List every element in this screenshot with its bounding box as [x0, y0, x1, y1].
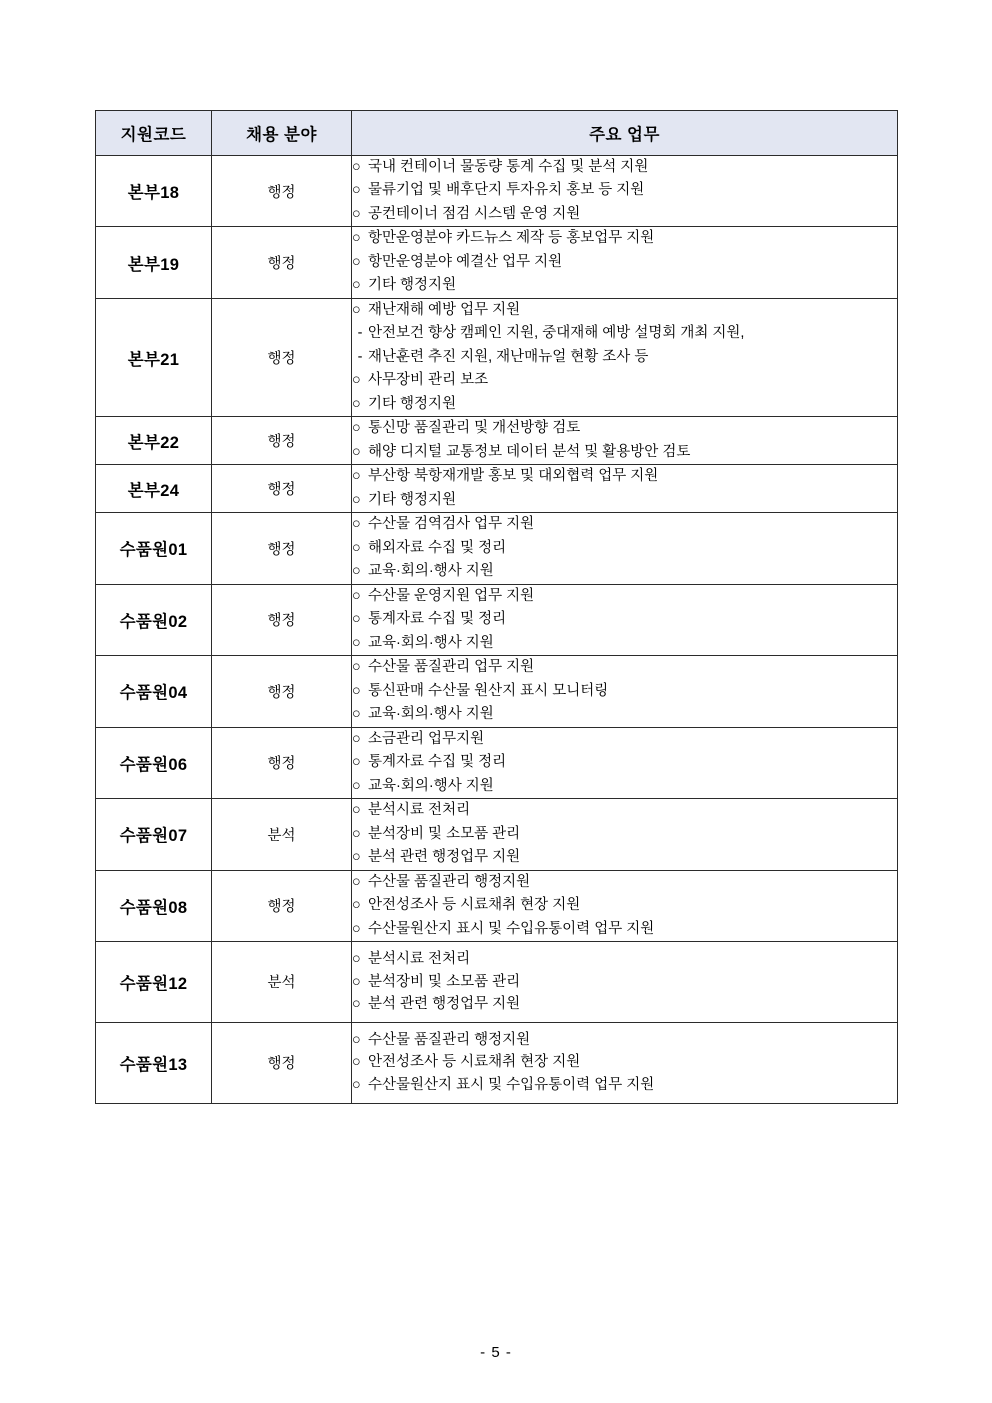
circle-marker-icon: ○: [352, 563, 361, 580]
table-row: [96, 941, 898, 1022]
duty-text: 안전보건 향상 캠페인 지원, 중대재해 예방 설명회 개최 지원,: [368, 325, 745, 342]
duty-text: 수산물원산지 표시 및 수입유통이력 업무 지원: [368, 920, 655, 937]
duty-line: [352, 894, 897, 917]
column-header-duty: 주요 업무: [352, 111, 898, 156]
duty-line: [352, 227, 897, 250]
duty-line: [352, 393, 897, 416]
circle-marker-icon: ○: [352, 682, 361, 699]
duty-text: 소금관리 업무지원: [368, 730, 485, 747]
duty-line: [352, 823, 897, 846]
table-row: [96, 227, 898, 298]
cell-recruit-field: 행정: [212, 584, 352, 655]
duty-line: [352, 799, 897, 822]
cell-support-code: 수품원04: [96, 656, 212, 727]
duty-text: 수산물원산지 표시 및 수입유통이력 업무 지원: [368, 1077, 655, 1094]
circle-marker-icon: ○: [352, 277, 361, 294]
table-row: [96, 727, 898, 798]
duty-line: [352, 1029, 897, 1052]
duty-text: 통계자료 수집 및 정리: [368, 611, 507, 628]
cell-support-code: 수품원01: [96, 513, 212, 584]
circle-marker-icon: ○: [352, 516, 361, 533]
table-row: [96, 584, 898, 655]
duty-text: 분석장비 및 소모품 관리: [368, 825, 521, 842]
cell-support-code: 본부19: [96, 227, 212, 298]
duty-text: 통신판매 수산물 원산지 표시 모니터링: [368, 682, 609, 699]
cell-support-code: 본부24: [96, 465, 212, 513]
duty-line: [352, 465, 897, 488]
cell-support-code: 본부22: [96, 417, 212, 465]
duty-text: 기타 행정지원: [368, 395, 457, 412]
cell-main-duties: [352, 465, 898, 513]
duty-line: [352, 251, 897, 274]
duty-line: [352, 971, 897, 994]
table-row: [96, 656, 898, 727]
circle-marker-icon: ○: [352, 611, 361, 628]
duty-text: 기타 행정지원: [368, 491, 457, 508]
duty-text: 항만운영분야 카드뉴스 제작 등 홍보업무 지원: [368, 230, 655, 247]
circle-marker-icon: ○: [352, 182, 361, 199]
duty-text: 분석시료 전처리: [368, 802, 471, 819]
circle-marker-icon: ○: [352, 897, 361, 914]
cell-recruit-field: 행정: [212, 227, 352, 298]
duty-line: [352, 775, 897, 798]
cell-recruit-field: 행정: [212, 156, 352, 227]
cell-main-duties: [352, 513, 898, 584]
cell-main-duties: [352, 870, 898, 941]
cell-main-duties: [352, 298, 898, 416]
table-header: [96, 111, 898, 156]
duty-text: 수산물 검역검사 업무 지원: [368, 516, 535, 533]
cell-recruit-field: 분석: [212, 799, 352, 870]
cell-main-duties: [352, 417, 898, 465]
duty-line: [352, 656, 897, 679]
circle-marker-icon: ○: [352, 659, 361, 676]
table-row: [96, 417, 898, 465]
duty-line: [352, 560, 897, 583]
cell-recruit-field: 행정: [212, 417, 352, 465]
duty-text: 통신망 품질관리 및 개선방향 검토: [368, 420, 581, 437]
cell-recruit-field: 행정: [212, 465, 352, 513]
table-header-row: [96, 111, 898, 156]
column-header-code: 지원코드: [96, 111, 212, 156]
cell-recruit-field: 행정: [212, 656, 352, 727]
duty-text: 사무장비 관리 보조: [368, 372, 489, 389]
dash-marker-icon: -: [357, 348, 363, 365]
circle-marker-icon: ○: [352, 301, 361, 318]
table-row: [96, 799, 898, 870]
cell-main-duties: [352, 156, 898, 227]
table-row: [96, 513, 898, 584]
circle-marker-icon: ○: [352, 1077, 361, 1094]
duty-text: 분석장비 및 소모품 관리: [368, 973, 521, 990]
cell-main-duties: [352, 799, 898, 870]
table-row: [96, 298, 898, 416]
duty-line: [352, 513, 897, 536]
duty-text: 부산항 북항재개발 홍보 및 대외협력 업무 지원: [368, 468, 659, 485]
duty-line: [352, 489, 897, 512]
duty-text: 항만운영분야 예결산 업무 지원: [368, 253, 563, 270]
duty-text: 물류기업 및 배후단지 투자유치 홍보 등 지원: [368, 182, 645, 199]
circle-marker-icon: ○: [352, 230, 361, 247]
circle-marker-icon: ○: [352, 802, 361, 819]
duty-text: 안전성조사 등 시료채취 현장 지원: [368, 897, 581, 914]
table-row: [96, 156, 898, 227]
circle-marker-icon: ○: [352, 706, 361, 723]
duty-text: 교육·회의·행사 지원: [368, 634, 494, 651]
duty-line: [352, 728, 897, 751]
circle-marker-icon: ○: [352, 372, 361, 389]
duty-line: [352, 948, 897, 971]
duty-line: [352, 1051, 897, 1074]
duty-text: 분석 관련 행정업무 지원: [368, 849, 521, 866]
circle-marker-icon: ○: [352, 996, 361, 1013]
cell-support-code: 수품원12: [96, 941, 212, 1022]
circle-marker-icon: ○: [352, 777, 361, 794]
duty-line: [352, 274, 897, 297]
duty-line: [352, 417, 897, 440]
dash-marker-icon: -: [357, 325, 363, 342]
cell-main-duties: [352, 584, 898, 655]
circle-marker-icon: ○: [352, 950, 361, 967]
circle-marker-icon: ○: [352, 920, 361, 937]
duty-line: [352, 156, 897, 179]
duty-text: 교육·회의·행사 지원: [368, 563, 494, 580]
duty-line: [352, 179, 897, 202]
duty-line: [352, 751, 897, 774]
cell-main-duties: [352, 1022, 898, 1103]
circle-marker-icon: ○: [352, 491, 361, 508]
cell-support-code: 본부18: [96, 156, 212, 227]
cell-recruit-field: 행정: [212, 727, 352, 798]
duty-line: [352, 680, 897, 703]
duty-text: 해양 디지털 교통정보 데이터 분석 및 활용방안 검토: [368, 443, 691, 460]
duty-line: [352, 299, 897, 322]
circle-marker-icon: ○: [352, 634, 361, 651]
cell-recruit-field: 분석: [212, 941, 352, 1022]
cell-recruit-field: 행정: [212, 513, 352, 584]
duty-text: 안전성조사 등 시료채취 현장 지원: [368, 1054, 581, 1071]
circle-marker-icon: ○: [352, 420, 361, 437]
duty-text: 분석 관련 행정업무 지원: [368, 996, 521, 1013]
duty-line: [352, 1074, 897, 1097]
table-row: [96, 870, 898, 941]
circle-marker-icon: ○: [352, 873, 361, 890]
duty-text: 재난재해 예방 업무 지원: [368, 301, 521, 318]
circle-marker-icon: ○: [352, 973, 361, 990]
recruitment-table: [95, 110, 898, 1104]
circle-marker-icon: ○: [352, 159, 361, 175]
table-row: [96, 1022, 898, 1103]
duty-line: [352, 585, 897, 608]
cell-support-code: 수품원08: [96, 870, 212, 941]
duty-line: [352, 871, 897, 894]
duty-text: 공컨테이너 점검 시스템 운영 지원: [368, 205, 581, 222]
duty-text: 분석시료 전처리: [368, 950, 471, 967]
circle-marker-icon: ○: [352, 849, 361, 866]
circle-marker-icon: ○: [352, 443, 361, 460]
duty-line: [352, 846, 897, 869]
cell-recruit-field: 행정: [212, 1022, 352, 1103]
circle-marker-icon: ○: [352, 587, 361, 604]
table-row: [96, 465, 898, 513]
column-header-field: 채용 분야: [212, 111, 352, 156]
table-body: [96, 156, 898, 1104]
duty-text: 교육·회의·행사 지원: [368, 777, 494, 794]
cell-main-duties: [352, 656, 898, 727]
page-footer: - 5 -: [480, 1344, 512, 1361]
cell-main-duties: [352, 941, 898, 1022]
duty-line: [352, 993, 897, 1016]
circle-marker-icon: ○: [352, 730, 361, 747]
circle-marker-icon: ○: [352, 253, 361, 270]
duty-line: [352, 703, 897, 726]
cell-recruit-field: 행정: [212, 298, 352, 416]
cell-recruit-field: 행정: [212, 870, 352, 941]
cell-main-duties: [352, 227, 898, 298]
duty-text: 해외자료 수집 및 정리: [368, 539, 507, 556]
duty-text: 통계자료 수집 및 정리: [368, 754, 507, 771]
duty-line: [352, 441, 897, 464]
duty-line: [352, 537, 897, 560]
cell-main-duties: [352, 727, 898, 798]
circle-marker-icon: ○: [352, 205, 361, 222]
duty-text: 수산물 품질관리 업무 지원: [368, 659, 535, 676]
cell-support-code: 수품원06: [96, 727, 212, 798]
duty-line: [352, 369, 897, 392]
duty-line: [352, 346, 897, 369]
duty-line: [352, 632, 897, 655]
circle-marker-icon: ○: [352, 1031, 361, 1048]
cell-support-code: 본부21: [96, 298, 212, 416]
cell-support-code: 수품원02: [96, 584, 212, 655]
cell-support-code: 수품원13: [96, 1022, 212, 1103]
circle-marker-icon: ○: [352, 825, 361, 842]
duty-line: [352, 608, 897, 631]
circle-marker-icon: ○: [352, 468, 361, 485]
duty-text: 수산물 운영지원 업무 지원: [368, 587, 535, 604]
cell-support-code: 수품원07: [96, 799, 212, 870]
duty-line: [352, 322, 897, 345]
duty-text: 재난훈련 추진 지원, 재난매뉴얼 현황 조사 등: [368, 348, 649, 365]
duty-text: 수산물 품질관리 행정지원: [368, 1031, 531, 1048]
duty-text: 교육·회의·행사 지원: [368, 706, 494, 723]
duty-text: 국내 컨테이너 물동량 통계 수집 및 분석 지원: [368, 159, 649, 175]
circle-marker-icon: ○: [352, 539, 361, 556]
circle-marker-icon: ○: [352, 754, 361, 771]
circle-marker-icon: ○: [352, 395, 361, 412]
duty-line: [352, 203, 897, 226]
duty-line: [352, 918, 897, 941]
duty-text: 수산물 품질관리 행정지원: [368, 873, 531, 890]
duty-text: 기타 행정지원: [368, 277, 457, 294]
circle-marker-icon: ○: [352, 1054, 361, 1071]
